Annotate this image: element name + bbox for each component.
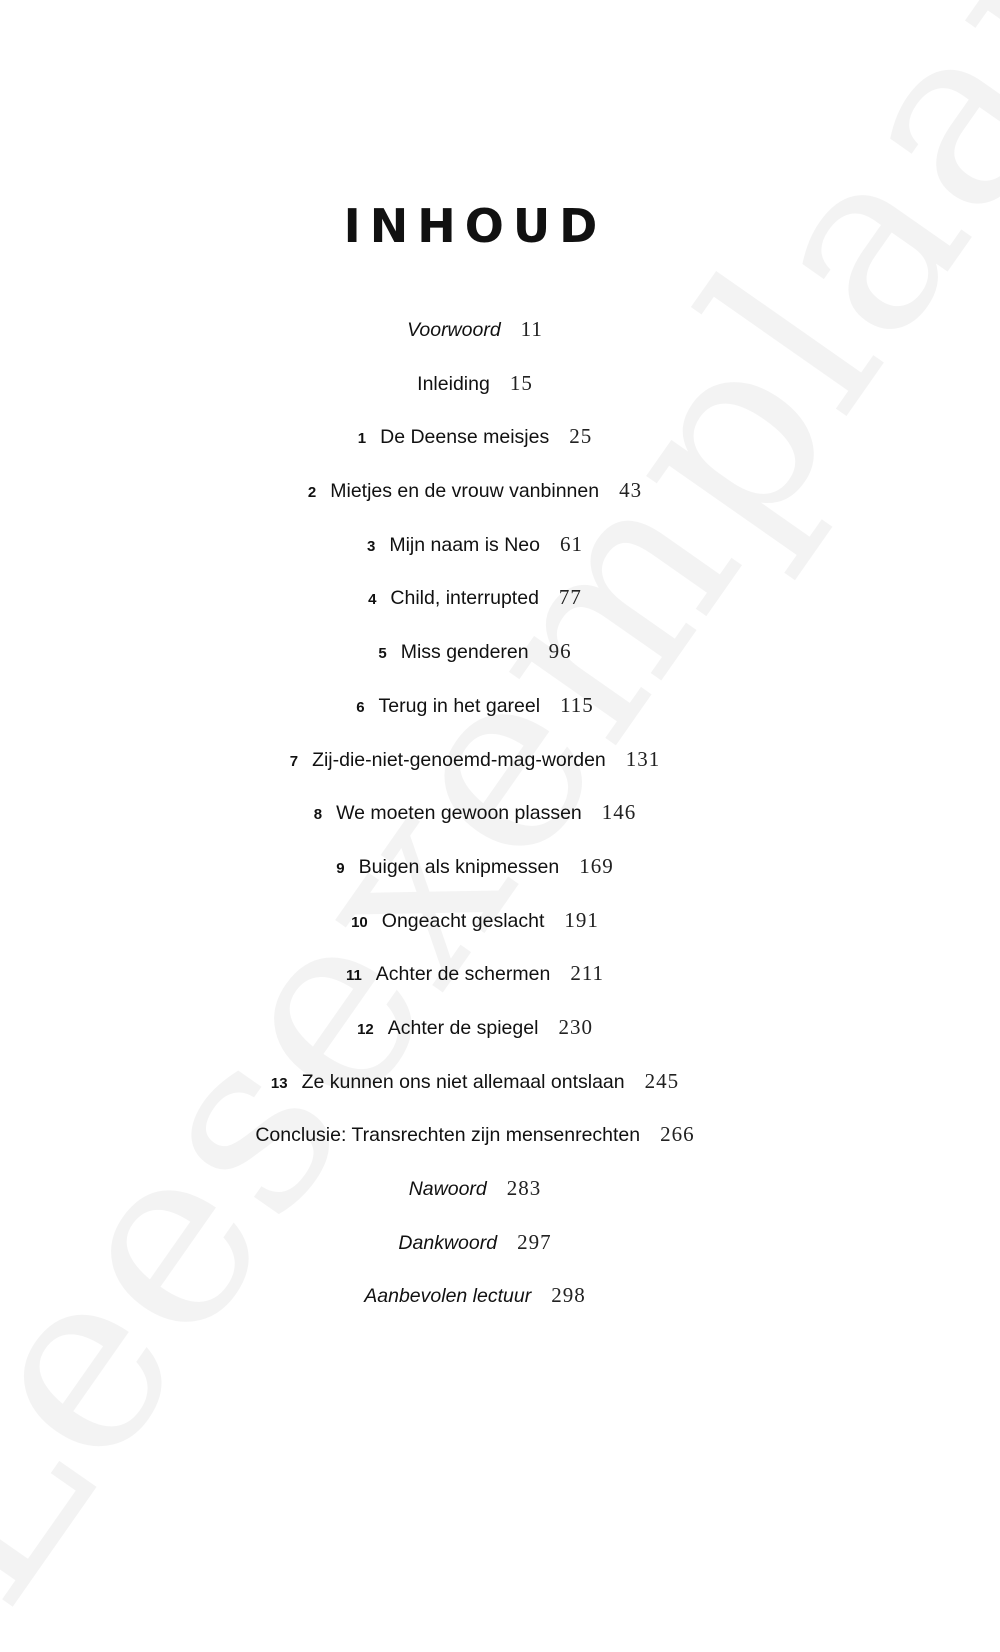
page-number: 169 (579, 853, 614, 878)
chapter-title: Child, interrupted (390, 587, 539, 610)
toc-entry-chapter-2[interactable] (0, 464, 950, 518)
page-number: 146 (601, 800, 637, 825)
toc-entry-conclusie[interactable] (0, 1108, 950, 1162)
page-number: 25 (569, 424, 593, 449)
toc-entry-dankwoord[interactable] (0, 1216, 950, 1270)
page-number: 230 (558, 1014, 593, 1039)
page-title: INHOUD (343, 198, 607, 253)
chapter-number: 8 (313, 806, 323, 824)
chapter-title: Achter de spiegel (387, 1016, 539, 1039)
page-number: 77 (558, 585, 582, 610)
chapter-title: Conclusie: Transrechten zijn mensenrechten (255, 1124, 641, 1147)
chapter-title: Zij-die-niet-genoemd-mag-worden (312, 748, 606, 771)
page-number: 245 (644, 1068, 680, 1093)
chapter-title: Aanbevolen lectuur (364, 1285, 532, 1308)
page-number: 211 (570, 961, 605, 986)
toc-entry-chapter-8[interactable] (0, 786, 950, 840)
page-number: 297 (517, 1229, 552, 1254)
toc-entry-chapter-12[interactable] (0, 1001, 950, 1055)
chapter-title: De Deense meisjes (380, 426, 550, 449)
chapter-number: 5 (378, 645, 387, 663)
chapter-title: Inleiding (417, 372, 490, 395)
chapter-title: Mijn naam is Neo (389, 533, 540, 556)
chapter-title: Ze kunnen ons niet allemaal ontslaan (301, 1070, 625, 1093)
toc-entry-chapter-5[interactable] (0, 625, 950, 679)
toc-entry-voorwoord[interactable] (0, 303, 950, 357)
toc-entry-nawoord[interactable] (0, 1162, 950, 1216)
table-of-contents (0, 303, 950, 1323)
chapter-number: 13 (270, 1074, 288, 1092)
chapter-number: 1 (357, 430, 367, 448)
toc-entry-chapter-1[interactable] (0, 410, 950, 464)
toc-entry-chapter-6[interactable] (0, 679, 950, 733)
chapter-title: Buigen als knipmessen (358, 855, 560, 878)
chapter-title: Dankwoord (398, 1231, 498, 1254)
chapter-title: Voorwoord (407, 319, 501, 341)
chapter-number: 4 (368, 591, 377, 609)
toc-entry-chapter-13[interactable] (0, 1055, 950, 1109)
toc-entry-chapter-10[interactable] (0, 894, 950, 948)
toc-entry-aanbevolen-lectuur[interactable] (0, 1269, 950, 1323)
chapter-title: Achter de schermen (375, 963, 551, 986)
chapter-title: Terug in het gareel (378, 694, 541, 717)
chapter-number: 6 (356, 698, 365, 716)
page-number: 191 (564, 907, 599, 932)
toc-entry-chapter-7[interactable] (0, 733, 950, 787)
page-number: 61 (559, 531, 583, 556)
page-number: 43 (619, 478, 643, 503)
chapter-number: 7 (289, 752, 299, 770)
toc-entry-inleiding[interactable] (0, 357, 950, 411)
chapter-title: Mietjes en de vrouw vanbinnen (330, 480, 600, 503)
chapter-number: 10 (351, 913, 368, 931)
chapter-title: Miss genderen (400, 641, 529, 664)
toc-entry-chapter-9[interactable] (0, 840, 950, 894)
toc-entry-chapter-4[interactable] (0, 571, 950, 625)
page-number: 115 (560, 692, 594, 717)
chapter-number: 2 (307, 484, 317, 502)
page-number: 96 (548, 639, 572, 664)
chapter-number: 11 (345, 967, 362, 985)
page-number: 283 (506, 1176, 542, 1200)
chapter-number: 9 (336, 859, 345, 877)
chapter-number: 3 (367, 537, 376, 555)
chapter-title: Nawoord (408, 1178, 487, 1200)
page-number: 11 (520, 317, 543, 341)
page-number: 15 (509, 370, 533, 395)
chapter-number: 12 (357, 1020, 374, 1038)
chapter-title: We moeten gewoon plassen (336, 802, 582, 825)
page-number: 131 (625, 746, 661, 771)
chapter-title: Ongeacht geslacht (381, 909, 545, 932)
toc-entry-chapter-3[interactable] (0, 518, 950, 572)
toc-entry-chapter-11[interactable] (0, 947, 950, 1001)
page-number: 298 (551, 1283, 586, 1308)
page-number: 266 (660, 1122, 695, 1147)
